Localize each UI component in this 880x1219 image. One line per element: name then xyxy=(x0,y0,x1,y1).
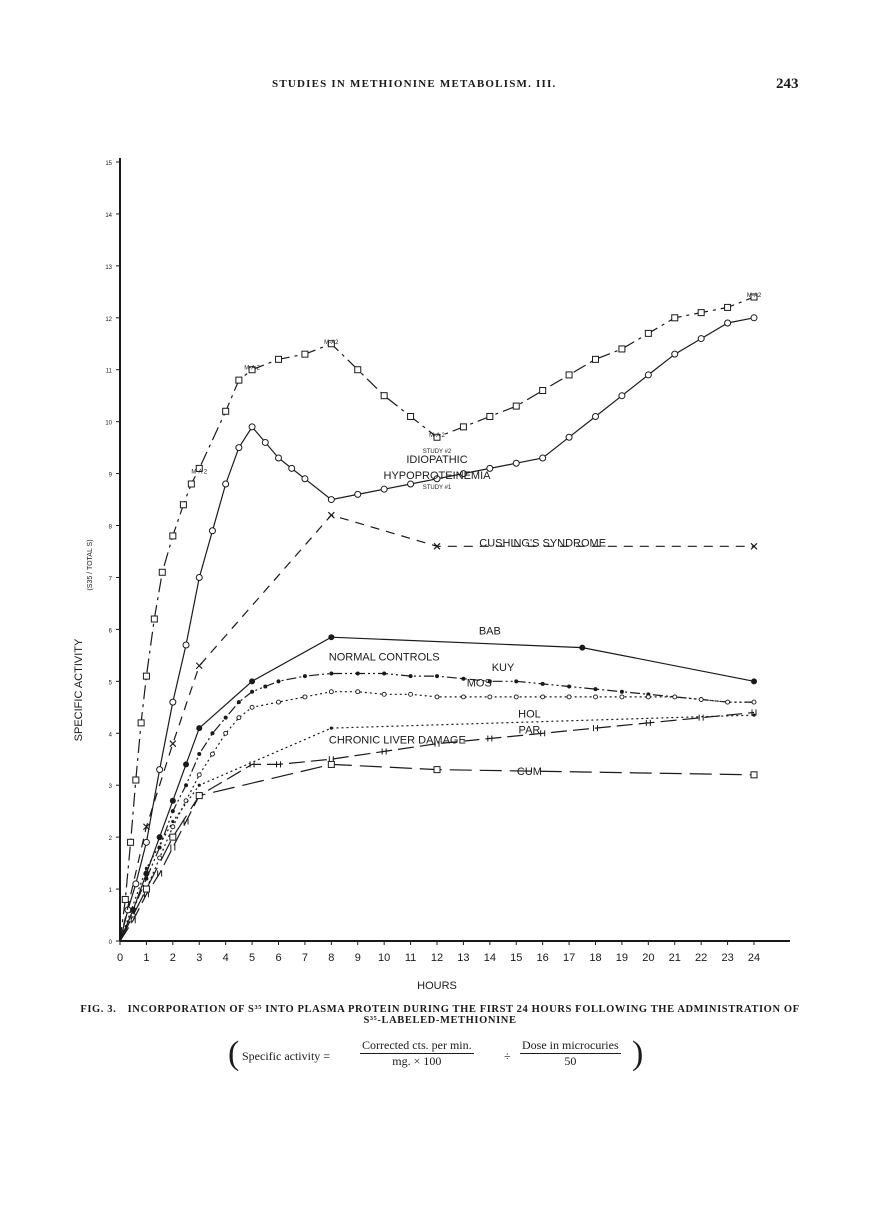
figure-caption-text: INCORPORATION OF S³⁵ INTO PLASMA PROTEIN DURING THE FIRST 24 HOURS FOLLOWING THE ADMINISTRATION OF S³⁵-LABELED-METHIONINE xyxy=(127,1004,800,1026)
data-point xyxy=(143,886,149,892)
data-point xyxy=(382,692,386,696)
data-point xyxy=(593,356,599,362)
series-line xyxy=(120,764,754,941)
data-point xyxy=(328,497,334,503)
data-point xyxy=(726,700,730,704)
data-point xyxy=(725,304,731,310)
chart-annotation: MOS xyxy=(466,677,492,690)
x-tick-label: 14 xyxy=(483,952,496,964)
data-point xyxy=(330,726,333,729)
x-tick-label: 13 xyxy=(457,952,470,964)
series-line xyxy=(120,297,754,941)
data-point xyxy=(237,716,241,720)
formula-denominator-2: 50 xyxy=(564,1054,577,1068)
data-point xyxy=(567,685,571,689)
data-point xyxy=(145,867,148,870)
data-point xyxy=(224,716,228,720)
y-tick-label: 11 xyxy=(105,368,112,375)
data-point xyxy=(356,690,360,694)
running-title: STUDIES IN METHIONINE METABOLISM. III. xyxy=(272,78,557,90)
data-point xyxy=(513,460,519,466)
data-point xyxy=(171,809,175,813)
x-tick-label: 3 xyxy=(196,952,203,964)
x-tick-label: 12 xyxy=(430,952,444,964)
data-point xyxy=(329,690,333,694)
data-point xyxy=(171,825,175,829)
data-point xyxy=(355,367,361,373)
y-tick-label: 5 xyxy=(108,680,112,687)
y-tick-label: 13 xyxy=(105,264,112,271)
y-tick-label: 10 xyxy=(105,420,112,427)
chart-annotation: M-A 2 xyxy=(191,469,208,476)
figure-label: FIG. 3. xyxy=(80,1004,117,1015)
chart-annotations xyxy=(191,293,761,778)
y-axis-unit-label: (S35 / TOTAL S) xyxy=(87,539,94,591)
data-point xyxy=(197,773,201,777)
data-point xyxy=(151,616,157,622)
data-point xyxy=(408,413,414,419)
data-point xyxy=(382,672,386,676)
data-point xyxy=(514,695,518,699)
data-point xyxy=(751,315,757,321)
data-point xyxy=(645,330,651,336)
data-point xyxy=(157,834,163,840)
chart-annotation: BAB xyxy=(478,625,501,638)
data-point xyxy=(277,679,281,683)
chart-annotation: M-A 2 xyxy=(244,365,260,372)
series-line xyxy=(120,713,754,942)
data-point xyxy=(328,512,334,518)
data-point xyxy=(566,372,572,378)
data-point xyxy=(620,695,624,699)
y-tick-label: 3 xyxy=(108,784,112,791)
formula-open-paren: ( xyxy=(228,1035,240,1072)
formula-fraction-1 xyxy=(360,1038,474,1069)
y-tick-label: 12 xyxy=(105,316,112,323)
data-point xyxy=(752,713,755,716)
data-point xyxy=(302,351,308,357)
y-tick-label: 0 xyxy=(108,940,112,946)
data-point xyxy=(223,481,229,487)
data-point xyxy=(672,351,678,357)
data-point xyxy=(183,642,189,648)
data-point xyxy=(435,674,439,678)
data-point xyxy=(698,310,704,316)
data-point xyxy=(487,413,493,419)
data-point xyxy=(159,569,165,575)
data-point xyxy=(699,715,703,721)
formula-close-paren: ) xyxy=(632,1035,644,1072)
data-point xyxy=(645,372,651,378)
y-tick-label: 4 xyxy=(108,732,112,739)
x-tick-label: 8 xyxy=(328,952,335,964)
x-tick-label: 21 xyxy=(668,952,681,964)
data-point xyxy=(250,690,254,694)
data-point xyxy=(263,685,267,689)
data-point xyxy=(249,424,255,430)
data-point xyxy=(183,761,189,767)
data-point xyxy=(434,767,440,773)
data-point xyxy=(224,731,228,735)
y-tick-label: 1 xyxy=(108,888,112,895)
x-tick-label: 2 xyxy=(169,952,176,964)
data-point xyxy=(460,424,466,430)
data-point xyxy=(210,731,214,735)
y-tick-label: 14 xyxy=(105,212,112,219)
data-point xyxy=(289,465,295,471)
data-point xyxy=(303,695,307,699)
data-point xyxy=(196,793,202,799)
x-tick-label: 15 xyxy=(510,952,523,964)
data-point xyxy=(276,455,282,461)
data-point xyxy=(461,695,465,699)
x-tick-label: 1 xyxy=(143,952,150,964)
data-point xyxy=(409,674,413,678)
data-point xyxy=(329,672,333,676)
x-tick-label: 9 xyxy=(354,952,361,964)
x-tick-label: 19 xyxy=(615,952,629,964)
data-point xyxy=(541,695,545,699)
x-tick-label: 23 xyxy=(721,952,734,964)
x-tick-label: 4 xyxy=(222,952,229,964)
chart-annotation: CHRONIC LIVER DAMAGE xyxy=(328,734,466,747)
data-point xyxy=(699,698,703,702)
data-point xyxy=(513,403,519,409)
data-point xyxy=(328,634,334,640)
data-point xyxy=(435,695,439,699)
data-point xyxy=(725,320,731,326)
chart-annotation: HOL xyxy=(518,708,541,721)
series-line xyxy=(120,692,754,941)
chart-annotation: STUDY #1 xyxy=(422,485,452,492)
chart-annotation: STUDY #2 xyxy=(422,448,452,455)
formula-numerator-2: Dose in microcuries xyxy=(522,1038,619,1052)
data-point xyxy=(144,877,148,881)
data-point xyxy=(133,777,139,783)
data-point xyxy=(198,784,201,787)
data-point xyxy=(197,752,201,756)
data-point xyxy=(196,725,202,731)
chart-annotation: M-A2 xyxy=(746,293,762,300)
data-point xyxy=(751,678,757,684)
data-point xyxy=(196,663,202,669)
chart-annotation: CUM xyxy=(516,765,542,778)
data-point xyxy=(170,741,176,747)
data-point xyxy=(170,798,176,804)
data-point xyxy=(249,678,255,684)
y-tick-label: 6 xyxy=(108,628,112,635)
data-point xyxy=(180,502,186,508)
formula-denominator-1: mg. × 100 xyxy=(392,1054,442,1068)
data-point xyxy=(328,761,334,767)
series-line xyxy=(120,318,754,941)
specific-activity-formula xyxy=(228,1035,648,1078)
x-tick-label: 6 xyxy=(275,952,282,964)
data-point xyxy=(188,481,194,487)
chart-annotation: M-A 2 xyxy=(429,433,445,440)
data-point xyxy=(541,682,545,686)
data-point xyxy=(356,672,360,676)
x-tick-label: 17 xyxy=(562,952,576,964)
data-point xyxy=(184,783,188,787)
formula-divide-sign: ÷ xyxy=(504,1049,511,1063)
data-point xyxy=(594,695,598,699)
data-point xyxy=(133,881,139,887)
data-point xyxy=(381,393,387,399)
data-point xyxy=(488,695,492,699)
data-point xyxy=(540,455,546,461)
formula-numerator-1: Corrected cts. per min. xyxy=(362,1038,472,1052)
data-point xyxy=(196,574,202,580)
x-tick-label: 16 xyxy=(536,952,549,964)
data-point xyxy=(751,772,757,778)
data-point xyxy=(302,476,308,482)
data-point xyxy=(171,820,174,823)
x-tick-label: 5 xyxy=(249,952,256,964)
series-line xyxy=(120,637,754,941)
x-tick-label: 20 xyxy=(642,952,655,964)
chart-annotation: IDIOPATHIC xyxy=(406,454,468,467)
x-tick-label: 18 xyxy=(589,952,602,964)
y-tick-label: 2 xyxy=(108,836,112,843)
figure-caption xyxy=(80,1004,800,1026)
data-point xyxy=(143,673,149,679)
chart-annotation: NORMAL CONTROLS xyxy=(328,651,440,664)
chart-annotation: KUY xyxy=(491,661,515,674)
data-point xyxy=(540,388,546,394)
y-axis-label: SPECIFIC ACTIVITY xyxy=(73,638,85,742)
data-point xyxy=(210,752,214,756)
data-point xyxy=(461,677,465,681)
formula-fraction-2 xyxy=(520,1038,621,1069)
data-point xyxy=(567,695,571,699)
data-point xyxy=(752,700,756,704)
data-point xyxy=(381,486,387,492)
chart-annotation: HYPOPROTEINEMIA xyxy=(383,469,491,482)
x-tick-label: 24 xyxy=(747,952,761,964)
data-point xyxy=(236,445,242,451)
data-point xyxy=(566,434,572,440)
data-point xyxy=(579,645,585,651)
series-line xyxy=(120,715,754,941)
data-point xyxy=(209,528,215,534)
data-point xyxy=(262,439,268,445)
data-point xyxy=(170,699,176,705)
y-tick-label: 15 xyxy=(105,161,112,167)
data-point xyxy=(673,695,677,699)
y-tick-label: 7 xyxy=(108,576,112,583)
data-point xyxy=(672,315,678,321)
data-point xyxy=(646,695,650,699)
x-tick-label: 7 xyxy=(301,952,308,964)
data-point xyxy=(619,346,625,352)
y-tick-label: 8 xyxy=(108,524,112,531)
page-number: 243 xyxy=(776,76,799,92)
x-axis-label: HOURS xyxy=(417,980,457,992)
data-point xyxy=(237,700,241,704)
data-point xyxy=(594,687,598,691)
x-tick-label: 11 xyxy=(404,952,417,964)
series-line xyxy=(120,515,754,941)
data-point xyxy=(276,356,282,362)
x-tick-label: 0 xyxy=(116,952,124,964)
data-point xyxy=(170,834,176,840)
formula-lhs: Specific activity = xyxy=(242,1049,331,1063)
y-tick-label: 9 xyxy=(108,472,112,479)
data-point xyxy=(250,705,254,709)
data-point xyxy=(223,408,229,414)
data-point xyxy=(170,533,176,539)
data-point xyxy=(143,839,149,845)
data-point xyxy=(408,481,414,487)
x-tick-label: 22 xyxy=(695,952,708,964)
data-point xyxy=(619,393,625,399)
chart-axes xyxy=(73,158,790,992)
data-point xyxy=(409,692,413,696)
data-point xyxy=(514,679,518,683)
data-point xyxy=(138,720,144,726)
data-point xyxy=(303,674,307,678)
chart-annotation: CUSHING'S SYNDROME xyxy=(479,537,607,550)
data-point xyxy=(236,377,242,383)
data-point xyxy=(620,690,624,694)
x-tick-label: 10 xyxy=(378,952,391,964)
data-point xyxy=(128,839,134,845)
data-point xyxy=(277,700,281,704)
chart-series xyxy=(120,294,757,941)
data-point xyxy=(122,896,128,902)
data-point xyxy=(355,491,361,497)
chart-annotation: M-A2 xyxy=(324,339,339,346)
chart-annotation: PAR xyxy=(518,724,541,737)
data-point xyxy=(593,413,599,419)
data-point xyxy=(157,767,163,773)
data-point xyxy=(698,336,704,342)
